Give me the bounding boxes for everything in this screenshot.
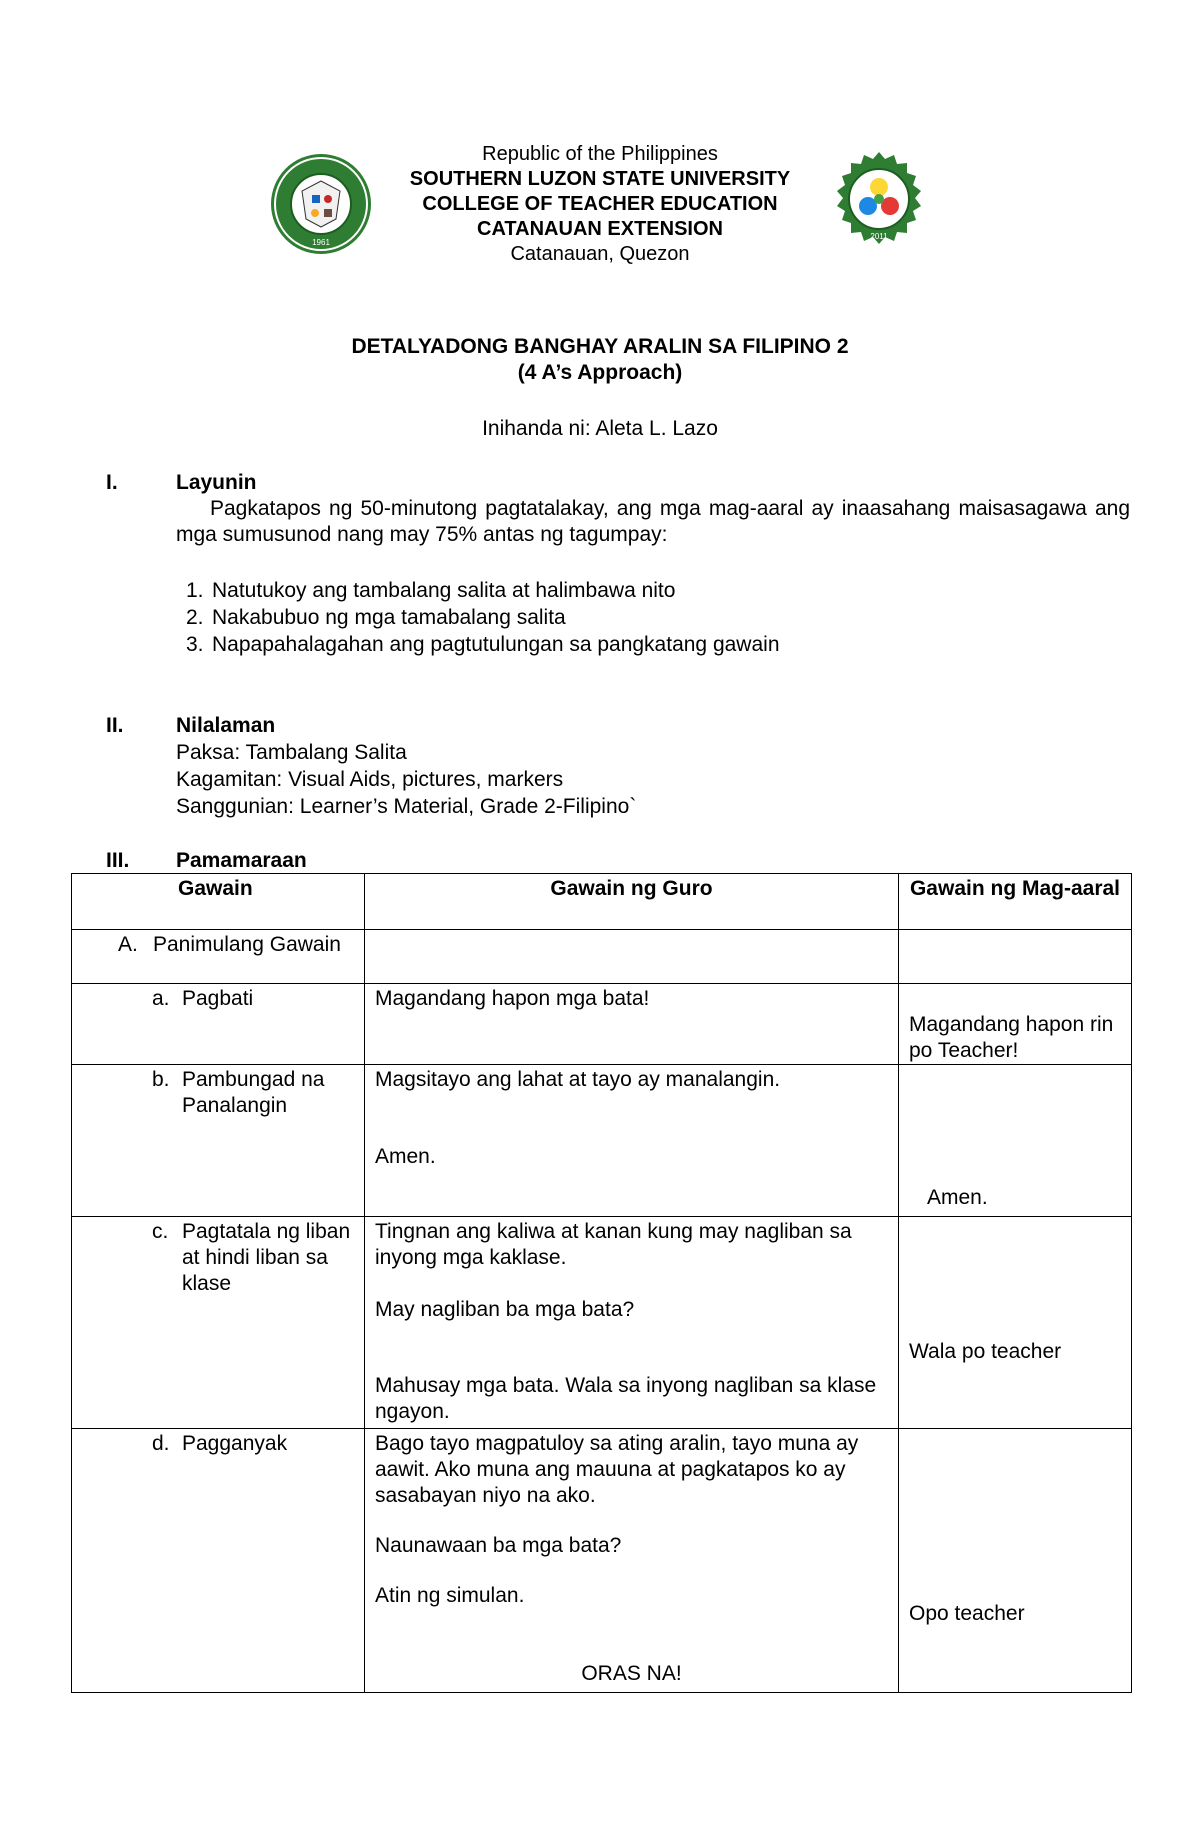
section-3-title: Pamamaraan: [176, 849, 307, 872]
title-sub: (4 A’s Approach): [517, 361, 683, 384]
teacher-cell: [365, 1065, 899, 1217]
activity-label: Pambungad na Panalangin: [182, 1068, 325, 1117]
activity-letter: d.: [152, 1432, 170, 1455]
table-row: [72, 1217, 1132, 1429]
objective-number: 3.: [186, 633, 204, 656]
teacher-line: Naunawaan ba mga bata?: [375, 1534, 622, 1557]
table-cell: [899, 930, 1132, 984]
document-header: [0, 142, 1200, 267]
header-gawain: Gawain: [72, 874, 365, 930]
svg-text:2011: 2011: [870, 232, 888, 241]
student-line: Magandang hapon rin po Teacher!: [909, 1013, 1114, 1062]
objective-number: 2.: [186, 606, 204, 629]
section-2-number: II.: [106, 714, 124, 737]
table-row: [72, 984, 1132, 1065]
content-materials: Kagamitan: Visual Aids, pictures, markers: [176, 768, 564, 791]
objective-text: Napapahalagahan ang pagtutulungan sa pangkatang gawain: [212, 633, 780, 656]
header-gawain-magaaral: Gawain ng Mag-aaral: [899, 874, 1132, 930]
teacher-cell: [365, 1217, 899, 1429]
header-gawain-guro: Gawain ng Guro: [365, 874, 899, 930]
content-topic: Paksa: Tambalang Salita: [176, 741, 407, 764]
teacher-cell: [365, 984, 899, 1065]
teacher-line: Bago tayo magpatuloy sa ating aralin, tayo muna ay aawit. Ako muna ang mauuna at pagkatapos ko ay sasabayan niyo na ako.: [375, 1432, 859, 1507]
table-row: [72, 1429, 1132, 1693]
lesson-plan-title: [0, 334, 1200, 386]
teacher-line: Mahusay mga bata. Wala sa inyong nagliban sa klase ngayon.: [375, 1374, 877, 1423]
objective-text: Natutukoy ang tambalang salita at halimbawa nito: [212, 579, 676, 602]
student-line: Opo teacher: [909, 1602, 1025, 1625]
teacher-line: Magsitayo ang lahat at tayo ay manalangin.: [375, 1068, 781, 1091]
section-a-cell: [72, 930, 365, 984]
table-cell: [365, 930, 899, 984]
objectives-intro: [176, 496, 1130, 548]
activity-letter: a.: [152, 987, 170, 1010]
header-college: COLLEGE OF TEACHER EDUCATION: [422, 193, 778, 215]
student-line: Wala po teacher: [909, 1340, 1062, 1363]
header-location: Catanauan, Quezon: [510, 243, 690, 265]
table-row: [72, 1065, 1132, 1217]
section-1-number: I.: [106, 471, 118, 494]
objective-item: [186, 632, 780, 658]
activity-letter: b.: [152, 1068, 170, 1091]
teacher-cell: [365, 1429, 899, 1693]
section-a-letter: A.: [118, 933, 138, 956]
content-references: Sanggunian: Learner’s Material, Grade 2-Filipino`: [176, 795, 637, 818]
student-cell: [899, 1217, 1132, 1429]
objective-item: [186, 578, 676, 604]
activity-label: Pagganyak: [182, 1432, 288, 1455]
table-row: [72, 930, 1132, 984]
section-3-number: III.: [106, 849, 130, 872]
activity-letter: c.: [152, 1220, 169, 1243]
student-cell: [899, 1065, 1132, 1217]
prepared-by: Inihanda ni: Aleta L. Lazo: [482, 417, 718, 440]
activity-cell: [72, 984, 365, 1065]
objective-number: 1.: [186, 579, 204, 602]
section-1-title: Layunin: [176, 471, 257, 494]
teacher-line: Amen.: [375, 1145, 436, 1168]
objectives-intro-text: Pagkatapos ng 50-minutong pagtatalakay, ang mga mag-aaral ay inaasahang maisasagawa ang mga sumusunod nang may 75% antas ng tagumpay:: [176, 497, 1130, 546]
procedure-table: [71, 873, 1132, 1693]
teacher-line: ORAS NA!: [581, 1662, 682, 1685]
header-republic: Republic of the Philippines: [482, 143, 718, 165]
activity-label: Pagtatala ng liban at hindi liban sa klase: [182, 1220, 351, 1295]
activity-cell: [72, 1217, 365, 1429]
section-2-title: Nilalaman: [176, 714, 276, 737]
teacher-line: May nagliban ba mga bata?: [375, 1298, 635, 1321]
student-line: Amen.: [927, 1186, 988, 1209]
table-header-row: [72, 874, 1132, 930]
title-main: DETALYADONG BANGHAY ARALIN SA FILIPINO 2: [351, 335, 849, 358]
student-cell: [899, 984, 1132, 1065]
objective-item: [186, 605, 566, 631]
activity-cell: [72, 1429, 365, 1693]
teacher-line: Tingnan ang kaliwa at kanan kung may nagliban sa inyong mga kaklase.: [375, 1220, 852, 1269]
header-campus: CATANAUAN EXTENSION: [477, 218, 723, 240]
activity-cell: [72, 1065, 365, 1217]
section-a-label: Panimulang Gawain: [153, 933, 341, 956]
teacher-line: Atin ng simulan.: [375, 1584, 525, 1607]
student-cell: [899, 1429, 1132, 1693]
teacher-line: Magandang hapon mga bata!: [375, 987, 650, 1010]
objective-text: Nakabubuo ng mga tamabalang salita: [212, 606, 566, 629]
svg-text:1961: 1961: [312, 238, 330, 247]
activity-label: Pagbati: [182, 987, 254, 1010]
header-university: SOUTHERN LUZON STATE UNIVERSITY: [409, 168, 791, 190]
